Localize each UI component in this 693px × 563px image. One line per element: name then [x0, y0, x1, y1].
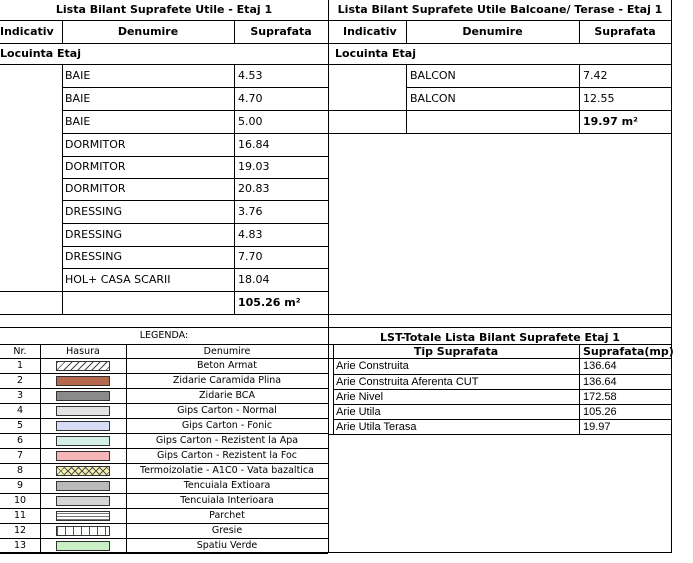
- total-type: Arie Nivel: [336, 391, 384, 403]
- legend-name: Gresie: [211, 525, 243, 536]
- hatch-swatch-icon: [56, 376, 110, 386]
- room-name: DRESSING: [65, 205, 123, 218]
- legend-name: Gips Carton - Rezistent la Foc: [157, 450, 297, 461]
- right-header-indicativ: Indicativ: [343, 25, 397, 38]
- row-divider: [0, 433, 328, 434]
- legend-name: Tencuiala Interioara: [180, 495, 274, 506]
- row-divider: [0, 478, 328, 479]
- legend-name: Spatiu Verde: [196, 540, 258, 551]
- hatch-swatch-icon: [56, 466, 110, 476]
- balcony-area: 7.42: [583, 69, 608, 82]
- totals-title: LST-Totale Lista Bilant Suprafete Etaj 1: [380, 331, 620, 344]
- row-divider: [0, 448, 328, 449]
- right-total: 19.97 m²: [583, 115, 638, 128]
- balcony-area: 12.55: [583, 92, 615, 105]
- legend-title: LEGENDA:: [139, 330, 189, 341]
- hatch-swatch-icon: [56, 406, 110, 416]
- legend-name: Termoizolatie - A1C0 - Vata bazaltica: [140, 465, 314, 476]
- right-header-denumire: Denumire: [462, 25, 523, 38]
- row-divider: [0, 388, 328, 389]
- row-divider: [0, 403, 328, 404]
- total-type: Arie Utila: [336, 406, 381, 418]
- left-header-suprafata: Suprafata: [250, 25, 312, 38]
- total-value: 136.64: [583, 360, 617, 372]
- room-area: 3.76: [238, 205, 263, 218]
- row-divider: [0, 493, 328, 494]
- row-divider: [0, 553, 328, 554]
- room-name: BAIE: [65, 69, 91, 82]
- row-divider: [0, 508, 328, 509]
- legend-name: Gips Carton - Normal: [177, 405, 277, 416]
- total-value: 105.26: [583, 406, 617, 418]
- room-name: DRESSING: [65, 250, 123, 263]
- hatch-swatch-icon: [56, 451, 110, 461]
- room-name: BAIE: [65, 92, 91, 105]
- row-divider: [0, 373, 328, 374]
- room-area: 4.53: [238, 69, 263, 82]
- legend-name: Zidarie Caramida Plina: [172, 375, 282, 386]
- room-area: 16.84: [238, 138, 270, 151]
- hatch-swatch-icon: [56, 361, 110, 371]
- left-header-indicativ: Indicativ: [0, 25, 54, 38]
- balcony-name: BALCON: [410, 69, 456, 82]
- room-area: 19.03: [238, 160, 270, 173]
- total-type: Arie Construita Aferenta CUT: [336, 376, 479, 388]
- legend-nr: 10: [13, 495, 27, 506]
- left-total: 105.26 m²: [238, 296, 301, 309]
- hatch-swatch-icon: [56, 526, 110, 536]
- left-group-label: Locuinta Etaj: [0, 47, 81, 60]
- room-name: HOL+ CASA SCARII: [65, 273, 171, 286]
- room-area: 7.70: [238, 250, 263, 263]
- legend-nr: 11: [13, 510, 27, 521]
- legend-name: Gips Carton - Rezistent la Apa: [155, 435, 299, 446]
- legend-header-hasura: Hasura: [66, 346, 100, 357]
- total-value: 172.58: [583, 391, 617, 403]
- hatch-swatch-icon: [56, 421, 110, 431]
- room-area: 5.00: [238, 115, 263, 128]
- room-area: 4.83: [238, 228, 263, 241]
- legend-nr: 8: [16, 465, 24, 476]
- legend-nr: 6: [16, 435, 24, 446]
- legend-name: Gips Carton - Fonic: [181, 420, 273, 431]
- right-group-label: Locuinta Etaj: [335, 47, 416, 60]
- legend-header-denumire: Denumire: [203, 346, 251, 357]
- row-divider: [0, 463, 328, 464]
- row-divider: [0, 538, 328, 539]
- room-name: DORMITOR: [65, 160, 126, 173]
- right-table-title: Lista Bilant Suprafete Utile Balcoane/ Terase - Etaj 1: [337, 3, 663, 16]
- room-name: BAIE: [65, 115, 91, 128]
- legend-name: Zidarie BCA: [199, 390, 255, 401]
- balcony-name: BALCON: [410, 92, 456, 105]
- total-type: Arie Utila Terasa: [336, 421, 417, 433]
- legend-name: Tencuiala Extioara: [183, 480, 271, 491]
- room-name: DORMITOR: [65, 138, 126, 151]
- legend-nr: 4: [16, 405, 24, 416]
- hatch-swatch-icon: [56, 436, 110, 446]
- legend-nr: 1: [16, 360, 24, 371]
- hatch-swatch-icon: [56, 391, 110, 401]
- left-header-denumire: Denumire: [117, 25, 179, 38]
- legend-name: Parchet: [209, 510, 245, 521]
- room-area: 18.04: [238, 273, 270, 286]
- room-area: 4.70: [238, 92, 263, 105]
- right-header-suprafata: Suprafata: [594, 25, 656, 38]
- totals-header-value: Suprafata(mp): [583, 345, 674, 358]
- legend-nr: 7: [16, 450, 24, 461]
- total-value: 136.64: [583, 376, 617, 388]
- room-name: DORMITOR: [65, 182, 126, 195]
- legend-name: Beton Armat: [197, 360, 257, 371]
- hatch-swatch-icon: [56, 541, 110, 551]
- legend-nr: 5: [16, 420, 24, 431]
- room-area: 20.83: [238, 182, 270, 195]
- legend-nr: 12: [13, 525, 27, 536]
- hatch-swatch-icon: [56, 481, 110, 491]
- total-value: 19.97: [583, 421, 611, 433]
- room-name: DRESSING: [65, 228, 123, 241]
- total-type: Arie Construita: [336, 360, 409, 372]
- legend-nr: 3: [16, 390, 24, 401]
- totals-header-type: Tip Suprafata: [413, 345, 499, 358]
- legend-nr: 9: [16, 480, 24, 491]
- left-table-title: Lista Bilant Suprafete Utile - Etaj 1: [55, 3, 273, 16]
- row-divider: [0, 418, 328, 419]
- hatch-swatch-icon: [56, 511, 110, 521]
- legend-nr: 13: [13, 540, 27, 551]
- legend-nr: 2: [16, 375, 24, 386]
- row-divider: [0, 523, 328, 524]
- legend-header-nr: Nr.: [13, 346, 27, 357]
- hatch-swatch-icon: [56, 496, 110, 506]
